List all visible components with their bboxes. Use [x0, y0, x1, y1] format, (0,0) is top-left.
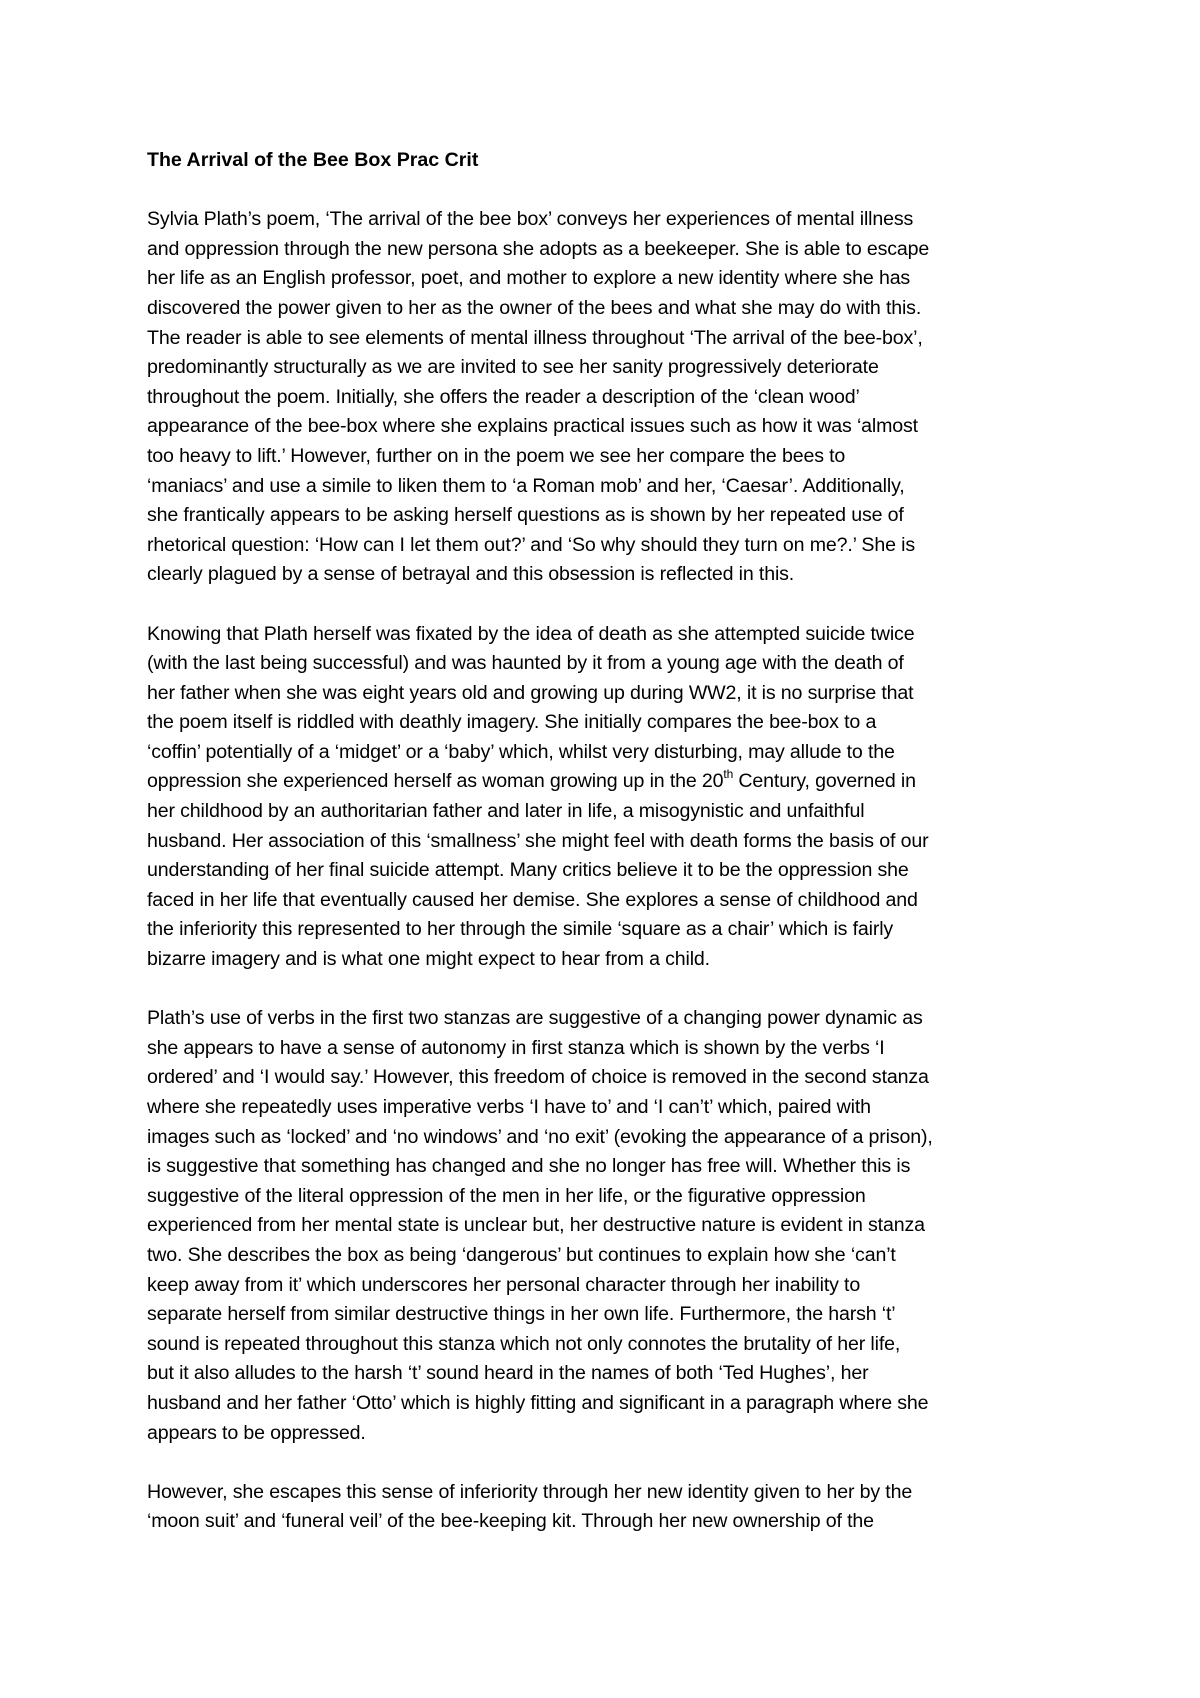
text-line-with-superscript	[147, 767, 1067, 797]
text-line: where she repeatedly uses imperative verbs ‘I have to’ and ‘I can’t’ which, paired with	[147, 1096, 871, 1118]
text-line: However, she escapes this sense of inferiority through her new identity given to her by the	[147, 1480, 913, 1503]
text-line: (with the last being successful) and was haunted by it from a young age with the death of	[147, 652, 904, 675]
text-line: is suggestive that something has changed and she no longer has free will. Whether this is	[147, 1155, 911, 1178]
text-line: throughout the poem. Initially, she offers the reader a description of the ‘clean wood’	[147, 385, 860, 408]
document-body	[147, 146, 1067, 1567]
text-line: suggestive of the literal oppression of the men in her life, or the figurative oppression	[147, 1184, 866, 1207]
text-line: Plath’s use of verbs in the first two stanzas are suggestive of a changing power dynamic as	[147, 1007, 923, 1030]
text-line: predominantly structurally as we are invited to see her sanity progressively deteriorate	[147, 356, 879, 379]
text-line: the inferiority this represented to her through the simile ‘square as a chair’ which is fairly	[147, 918, 894, 941]
text-line: experienced from her mental state is unclear but, her destructive nature is evident in stanza	[147, 1214, 925, 1237]
text-line: too heavy to lift.’ However, further on in the poem we see her compare the bees to	[147, 444, 846, 467]
text-line: ‘moon suit’ and ‘funeral veil’ of the bee-keeping kit. Through her new ownership of the	[147, 1510, 874, 1533]
superscript-th: th	[723, 766, 734, 781]
text-line: discovered the power given to her as the owner of the bees and what she may do with this.	[147, 296, 922, 319]
text-line: she frantically appears to be asking herself questions as is shown by her repeated use of	[147, 504, 904, 527]
paragraph-2	[147, 620, 1067, 975]
text-line: bizarre imagery and is what one might expect to hear from a child.	[147, 948, 710, 971]
text-line: rhetorical question: ‘How can I let them out?’ and ‘So why should they turn on me?.’ She is	[147, 533, 915, 556]
text-line: ‘maniacs’ and use a simile to liken them to ‘a Roman mob’ and her, ‘Caesar’. Additionally,	[147, 474, 905, 497]
text-line: separate herself from similar destructive things in her own life. Furthermore, the harsh ‘t’	[147, 1303, 896, 1326]
text-line: her father when she was eight years old and growing up during WW2, it is no surprise that	[147, 681, 914, 704]
text-line: her life as an English professor, poet, and mother to explore a new identity where she has	[147, 267, 911, 290]
text-line: keep away from it’ which underscores her personal character through her inability to	[147, 1273, 861, 1296]
text-line: appears to be oppressed.	[147, 1421, 366, 1444]
text-line: two. She describes the box as being ‘dangerous’ but continues to explain how she ‘can’t	[147, 1243, 896, 1266]
text-line: images such as ‘locked’ and ‘no windows’ and ‘no exit’ (evoking the appearance of a prison),	[147, 1125, 933, 1148]
text-line: ‘coffin’ potentially of a ‘midget’ or a ‘baby’ which, whilst very disturbing, may allude to the	[147, 740, 895, 763]
text-line: the poem itself is riddled with deathly imagery. She initially compares the bee-box to a	[147, 711, 877, 734]
text-line-start: oppression she experienced herself as woman growing up in the 20	[147, 770, 724, 793]
paragraph-3	[147, 1004, 1067, 1448]
text-line: and oppression through the new persona she adopts as a beekeeper. She is able to escape	[147, 237, 930, 260]
text-line: husband. Her association of this ‘smallness’ she might feel with death forms the basis of our	[147, 829, 929, 852]
text-line: but it also alludes to the harsh ‘t’ sound heard in the names of both ‘Ted Hughes’, her	[147, 1362, 869, 1385]
document-title: The Arrival of the Bee Box Prac Crit	[147, 149, 479, 171]
paragraph-4	[147, 1478, 1067, 1537]
text-line: appearance of the bee-box where she explains practical issues such as how it was ‘almost	[147, 415, 918, 438]
text-line: her childhood by an authoritarian father and later in life, a misogynistic and unfaithful	[147, 800, 865, 823]
text-line: husband and her father ‘Otto’ which is highly fitting and significant in a paragraph where she	[147, 1391, 929, 1414]
text-line: ordered’ and ‘I would say.’ However, this freedom of choice is removed in the second stanza	[147, 1066, 929, 1089]
text-line: sound is repeated throughout this stanza which not only connotes the brutality of her life,	[147, 1332, 901, 1355]
text-line: The reader is able to see elements of mental illness throughout ‘The arrival of the bee-box’,	[147, 326, 923, 349]
text-line: she appears to have a sense of autonomy in first stanza which is shown by the verbs ‘I	[147, 1036, 885, 1059]
text-line: Knowing that Plath herself was fixated by the idea of death as she attempted suicide twice	[147, 622, 915, 645]
text-line: clearly plagued by a sense of betrayal and this obsession is reflected in this.	[147, 563, 795, 586]
text-line: understanding of her final suicide attempt. Many critics believe it to be the oppression she	[147, 859, 909, 882]
text-line: faced in her life that eventually caused her demise. She explores a sense of childhood and	[147, 888, 918, 911]
text-line-end: Century, governed in	[733, 770, 916, 793]
paragraph-1	[147, 205, 1067, 590]
text-line: Sylvia Plath’s poem, ‘The arrival of the bee box’ conveys her experiences of mental illness	[147, 208, 914, 231]
